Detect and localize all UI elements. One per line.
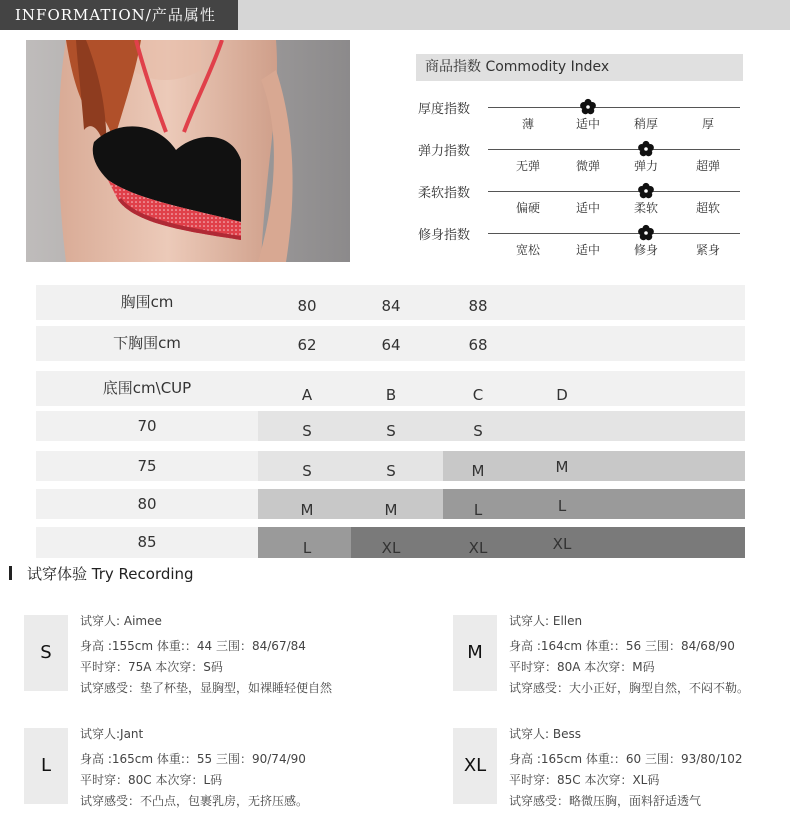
size-value: S [386,422,396,440]
size-value: S [386,462,396,480]
size-row-label: 胸围cm [120,293,174,311]
tryon-feeling: 试穿感受：不凸点，包裹乳房，无挤压感。 [80,794,309,808]
index-option: 宽松 [515,243,540,257]
size-value: L [473,501,483,519]
index-option: 紧身 [695,243,720,257]
index-label: 柔软指数 [418,186,471,201]
size-row-label: 85 [137,533,157,551]
tryon-name: 试穿人:Jant [80,727,144,741]
index-option: 偏硬 [515,201,540,215]
try-recording-title: 试穿体验 Try Recording [27,565,194,583]
tryon-feeling: 试穿感受：大小正好，胸型自然，不闷不勒。 [509,681,750,695]
index-option: 柔软 [633,201,658,215]
size-value: M [300,501,314,519]
index-scale-line [488,191,740,192]
try-recording-card [24,716,340,816]
size-value: S [302,462,312,480]
size-badge: XL [453,728,497,804]
index-option: 适中 [575,117,600,131]
index-option: 适中 [575,201,600,215]
tryon-name: 试穿人: Ellen [509,614,583,628]
index-option: 适中 [575,243,600,257]
index-option: 超弹 [695,159,720,173]
size-chart-row [36,285,745,320]
product-photo [26,40,350,262]
tryon-feeling: 试穿感受：垫了杯垫，显胸型，如裸睡轻便自然 [80,681,333,695]
tryon-usual: 平时穿：80C 本次穿：L码 [80,773,223,787]
size-value: 88 [468,297,488,315]
index-scale-line [488,233,740,234]
size-value: 80 [297,297,317,315]
commodity-index-title: 商品指数 Commodity Index [416,54,743,81]
size-value: D [556,386,568,404]
size-value: B [385,386,397,404]
commodity-index-row [418,224,748,266]
size-value: M [384,501,398,519]
tryon-usual: 平时穿：75A 本次穿：S码 [80,660,223,674]
index-scale-line [488,149,740,150]
index-option: 修身 [633,243,658,257]
size-value: S [473,422,483,440]
size-value: 64 [381,336,401,354]
tryon-name: 试穿人: Aimee [80,614,162,628]
try-recording-card [24,603,340,703]
size-value: 68 [468,336,488,354]
size-value: A [301,386,313,404]
index-label: 弹力指数 [418,144,471,159]
tryon-feeling: 试穿感受：略微压胸，面料舒适透气 [509,794,702,808]
size-badge: M [453,615,497,691]
index-option: 弹力 [633,159,658,173]
index-option: 超软 [695,201,720,215]
size-chart-row [36,451,745,481]
index-label: 厚度指数 [418,102,471,117]
size-row-label: 80 [137,495,157,513]
tryon-body: 身高 :164cm 体重:：56 三围：84/68/90 [509,639,735,653]
flower-marker-icon [636,181,656,201]
flower-marker-icon [578,97,598,117]
header-title: INFORMATION/产品属性 [0,0,238,30]
index-option: 微弹 [575,159,600,173]
tryon-usual: 平时穿：85C 本次穿：XL码 [509,773,660,787]
size-value: M [471,462,485,480]
size-value: M [555,458,569,476]
size-value: C [472,386,484,404]
size-chart-row [36,371,745,406]
size-value: XL [552,535,572,553]
size-chart-row [36,527,745,558]
try-recording-card [453,716,769,816]
index-option: 薄 [521,117,534,131]
tryon-body: 身高 :165cm 体重:：60 三围：93/80/102 [509,752,743,766]
tryon-body: 身高 :165cm 体重:：55 三围：90/74/90 [80,752,306,766]
size-badge: S [24,615,68,691]
size-value: XL [468,539,488,557]
size-row-label: 下胸围cm [113,334,181,352]
size-value: L [557,497,567,515]
commodity-index-row [418,140,748,182]
try-recording-card [453,603,769,703]
index-scale-line [488,107,740,108]
size-value: S [302,422,312,440]
flower-marker-icon [636,223,656,243]
flower-marker-icon [636,139,656,159]
size-value: 62 [297,336,317,354]
size-value: XL [381,539,401,557]
commodity-index-row [418,182,748,224]
size-row-label: 底围cm\CUP [102,379,192,397]
size-chart-row [36,411,745,441]
product-photo-illustration [26,40,350,262]
tryon-usual: 平时穿：80A 本次穿：M码 [509,660,655,674]
size-chart-row [36,489,745,519]
size-badge: L [24,728,68,804]
size-chart-row [36,326,745,361]
index-option: 无弹 [515,159,540,173]
size-row-label: 70 [137,417,157,435]
index-option: 厚 [701,117,714,131]
index-option: 稍厚 [633,117,658,131]
size-value: 84 [381,297,401,315]
commodity-index-row [418,98,748,140]
tryon-name: 试穿人: Bess [509,727,581,741]
size-row-label: 75 [137,457,157,475]
index-label: 修身指数 [418,228,471,243]
section-marker [9,566,12,580]
size-value: L [302,539,312,557]
tryon-body: 身高 :155cm 体重:：44 三围：84/67/84 [80,639,306,653]
